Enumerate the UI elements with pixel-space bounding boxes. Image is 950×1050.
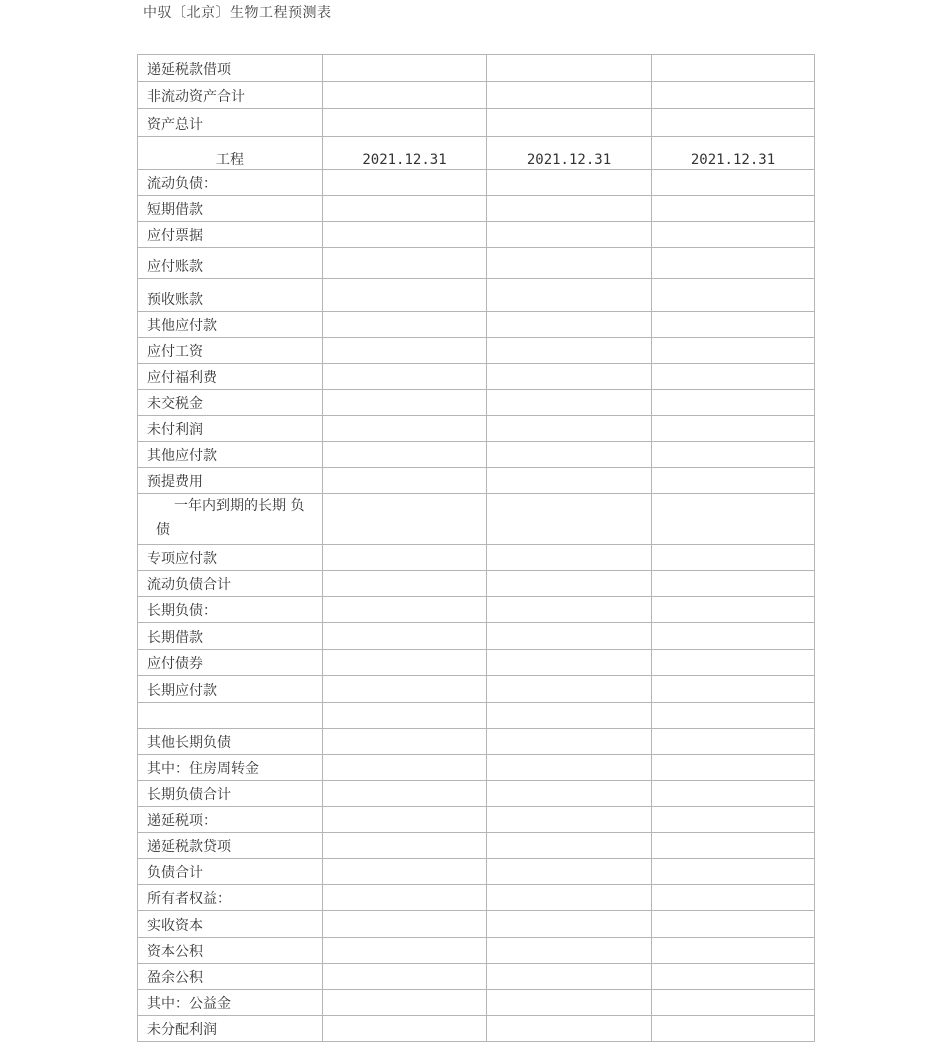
value-cell bbox=[652, 571, 815, 597]
value-cell bbox=[487, 703, 652, 729]
row-label-cell bbox=[138, 196, 323, 222]
table-row bbox=[138, 571, 815, 597]
table-row bbox=[138, 55, 815, 82]
value-cell bbox=[323, 833, 487, 859]
value-cell bbox=[652, 911, 815, 938]
value-cell bbox=[652, 338, 815, 364]
table-row bbox=[138, 390, 815, 416]
row-label: 资产总计 bbox=[147, 117, 203, 133]
row-label-cell bbox=[138, 338, 323, 364]
row-label-cell bbox=[138, 312, 323, 338]
row-label-cell bbox=[138, 755, 323, 781]
row-label-cell bbox=[138, 390, 323, 416]
value-cell bbox=[323, 196, 487, 222]
row-label: 负债合计 bbox=[147, 865, 203, 881]
row-label: 未付利润 bbox=[147, 422, 203, 438]
row-label: 其中：公益金 bbox=[147, 996, 231, 1012]
header-date-1: 2021.12.31 bbox=[323, 137, 487, 170]
value-cell bbox=[487, 545, 652, 571]
row-label: 流动负债合计 bbox=[147, 577, 231, 593]
table-row bbox=[138, 911, 815, 938]
value-cell bbox=[323, 364, 487, 390]
document-title: 中驭〔北京〕生物工程预测表 bbox=[143, 5, 332, 21]
value-cell bbox=[487, 597, 652, 623]
row-label: 资本公积 bbox=[147, 944, 203, 960]
row-label-cell bbox=[138, 781, 323, 807]
row-label-cell bbox=[138, 416, 323, 442]
value-cell bbox=[487, 494, 652, 545]
row-label-cell bbox=[138, 833, 323, 859]
value-cell bbox=[652, 807, 815, 833]
row-label-cell bbox=[138, 650, 323, 676]
value-cell bbox=[323, 545, 487, 571]
value-cell bbox=[487, 755, 652, 781]
row-label: 实收资本 bbox=[147, 918, 203, 934]
row-label-cell bbox=[138, 442, 323, 468]
row-label: 长期借款 bbox=[147, 630, 203, 646]
value-cell bbox=[652, 82, 815, 109]
row-label: 预提费用 bbox=[147, 474, 203, 490]
row-label-cell bbox=[138, 279, 323, 312]
table-row bbox=[138, 1016, 815, 1042]
table-row bbox=[138, 676, 815, 703]
value-cell bbox=[652, 964, 815, 990]
row-label: 专项应付款 bbox=[147, 551, 217, 567]
value-cell bbox=[487, 170, 652, 196]
row-label: 盈余公积 bbox=[147, 970, 203, 986]
value-cell bbox=[487, 938, 652, 964]
row-label: 应付票据 bbox=[147, 228, 203, 244]
value-cell bbox=[487, 222, 652, 248]
value-cell bbox=[487, 364, 652, 390]
table-row bbox=[138, 545, 815, 571]
value-cell bbox=[652, 248, 815, 279]
value-cell bbox=[652, 390, 815, 416]
row-label-cell bbox=[138, 248, 323, 279]
table-row bbox=[138, 938, 815, 964]
row-label-cell bbox=[138, 82, 323, 109]
value-cell bbox=[323, 571, 487, 597]
value-cell bbox=[323, 729, 487, 755]
value-cell bbox=[652, 494, 815, 545]
value-cell bbox=[652, 781, 815, 807]
value-cell bbox=[652, 623, 815, 650]
value-cell bbox=[652, 364, 815, 390]
value-cell bbox=[487, 312, 652, 338]
forecast-table bbox=[137, 54, 815, 1042]
row-label: 其他长期负债 bbox=[147, 735, 231, 751]
value-cell bbox=[323, 676, 487, 703]
value-cell bbox=[652, 222, 815, 248]
table-row bbox=[138, 755, 815, 781]
row-label: 流动负债： bbox=[147, 176, 217, 192]
table-row bbox=[138, 312, 815, 338]
table-row bbox=[138, 650, 815, 676]
value-cell bbox=[323, 416, 487, 442]
value-cell bbox=[652, 109, 815, 137]
row-label-cell bbox=[138, 545, 323, 571]
value-cell bbox=[652, 597, 815, 623]
value-cell bbox=[323, 859, 487, 885]
table-row bbox=[138, 597, 815, 623]
table-row bbox=[138, 781, 815, 807]
value-cell bbox=[652, 755, 815, 781]
value-cell bbox=[323, 911, 487, 938]
value-cell bbox=[487, 650, 652, 676]
row-label: 其他应付款 bbox=[147, 448, 217, 464]
value-cell bbox=[487, 82, 652, 109]
table-header-row bbox=[138, 137, 815, 170]
value-cell bbox=[487, 1016, 652, 1042]
value-cell bbox=[652, 990, 815, 1016]
table-row bbox=[138, 859, 815, 885]
row-label-cell bbox=[138, 468, 323, 494]
table-row bbox=[138, 623, 815, 650]
value-cell bbox=[652, 938, 815, 964]
row-label-cell bbox=[138, 964, 323, 990]
value-cell bbox=[323, 222, 487, 248]
row-label-cell bbox=[138, 885, 323, 911]
header-date-3: 2021.12.31 bbox=[652, 137, 815, 170]
table-row bbox=[138, 196, 815, 222]
value-cell bbox=[323, 807, 487, 833]
row-label: 递延税款贷项 bbox=[147, 839, 231, 855]
value-cell bbox=[487, 571, 652, 597]
row-label-cell bbox=[138, 109, 323, 137]
value-cell bbox=[487, 416, 652, 442]
value-cell bbox=[487, 468, 652, 494]
value-cell bbox=[487, 390, 652, 416]
value-cell bbox=[652, 468, 815, 494]
value-cell bbox=[487, 248, 652, 279]
table-row bbox=[138, 964, 815, 990]
table-row bbox=[138, 170, 815, 196]
value-cell bbox=[652, 196, 815, 222]
table-row bbox=[138, 222, 815, 248]
row-label: 预收账款 bbox=[147, 292, 203, 308]
table-row bbox=[138, 885, 815, 911]
row-label-cell bbox=[138, 1016, 323, 1042]
value-cell bbox=[487, 338, 652, 364]
table-row bbox=[138, 109, 815, 137]
value-cell bbox=[323, 781, 487, 807]
row-label: 递延税项： bbox=[147, 813, 217, 829]
value-cell bbox=[323, 170, 487, 196]
row-label: 长期负债： bbox=[147, 603, 217, 619]
value-cell bbox=[652, 279, 815, 312]
value-cell bbox=[323, 55, 487, 82]
value-cell bbox=[323, 885, 487, 911]
row-label-line2: 债 bbox=[156, 522, 170, 538]
value-cell bbox=[487, 833, 652, 859]
row-label: 非流动资产合计 bbox=[147, 89, 245, 105]
value-cell bbox=[652, 833, 815, 859]
value-cell bbox=[652, 885, 815, 911]
value-cell bbox=[323, 390, 487, 416]
value-cell bbox=[323, 990, 487, 1016]
value-cell bbox=[487, 964, 652, 990]
value-cell bbox=[323, 494, 487, 545]
value-cell bbox=[323, 82, 487, 109]
row-label-line1: 一年内到期的长期 负 bbox=[174, 498, 305, 514]
row-label-cell bbox=[138, 807, 323, 833]
table-row bbox=[138, 364, 815, 390]
value-cell bbox=[652, 859, 815, 885]
table-row bbox=[138, 729, 815, 755]
value-cell bbox=[323, 442, 487, 468]
forecast-table-body bbox=[138, 55, 815, 1042]
value-cell bbox=[323, 623, 487, 650]
value-cell bbox=[652, 1016, 815, 1042]
value-cell bbox=[487, 676, 652, 703]
row-label-cell bbox=[138, 990, 323, 1016]
row-label-cell bbox=[138, 571, 323, 597]
row-label-cell bbox=[138, 938, 323, 964]
table-row bbox=[138, 338, 815, 364]
table-row bbox=[138, 990, 815, 1016]
value-cell bbox=[487, 109, 652, 137]
value-cell bbox=[487, 807, 652, 833]
value-cell bbox=[652, 545, 815, 571]
row-label: 未交税金 bbox=[147, 396, 203, 412]
value-cell bbox=[652, 416, 815, 442]
row-label: 应付福利费 bbox=[147, 370, 217, 386]
header-item-label: 工程 bbox=[138, 137, 323, 170]
row-label-cell bbox=[138, 597, 323, 623]
value-cell bbox=[652, 650, 815, 676]
value-cell bbox=[323, 650, 487, 676]
row-label: 短期借款 bbox=[147, 202, 203, 218]
value-cell bbox=[487, 859, 652, 885]
value-cell bbox=[487, 623, 652, 650]
row-label-cell bbox=[138, 623, 323, 650]
value-cell bbox=[323, 1016, 487, 1042]
value-cell bbox=[323, 703, 487, 729]
row-label-cell bbox=[138, 859, 323, 885]
table-row bbox=[138, 468, 815, 494]
value-cell bbox=[652, 312, 815, 338]
value-cell bbox=[487, 279, 652, 312]
value-cell bbox=[487, 911, 652, 938]
value-cell bbox=[487, 442, 652, 468]
value-cell bbox=[323, 248, 487, 279]
row-label: 应付债券 bbox=[147, 656, 203, 672]
table-row bbox=[138, 248, 815, 279]
value-cell bbox=[652, 729, 815, 755]
table-row bbox=[138, 494, 815, 545]
row-label: 应付账款 bbox=[147, 259, 203, 275]
row-label-cell bbox=[138, 170, 323, 196]
value-cell bbox=[652, 55, 815, 82]
value-cell bbox=[323, 312, 487, 338]
row-label-cell bbox=[138, 676, 323, 703]
table-row bbox=[138, 442, 815, 468]
table-row bbox=[138, 82, 815, 109]
row-label-cell bbox=[138, 729, 323, 755]
table-row bbox=[138, 833, 815, 859]
value-cell bbox=[652, 676, 815, 703]
table-row bbox=[138, 279, 815, 312]
row-label-cell bbox=[138, 703, 323, 729]
value-cell bbox=[323, 755, 487, 781]
row-label-cell bbox=[138, 222, 323, 248]
table-row bbox=[138, 416, 815, 442]
value-cell bbox=[652, 170, 815, 196]
value-cell bbox=[487, 196, 652, 222]
table-row bbox=[138, 807, 815, 833]
row-label-cell bbox=[138, 55, 323, 82]
value-cell bbox=[652, 442, 815, 468]
value-cell bbox=[487, 885, 652, 911]
row-label: 应付工资 bbox=[147, 344, 203, 360]
value-cell bbox=[487, 729, 652, 755]
value-cell bbox=[323, 338, 487, 364]
row-label: 长期负债合计 bbox=[147, 787, 231, 803]
value-cell bbox=[323, 468, 487, 494]
value-cell bbox=[652, 703, 815, 729]
row-label-cell bbox=[138, 494, 323, 545]
row-label: 递延税款借项 bbox=[147, 62, 231, 78]
value-cell bbox=[323, 109, 487, 137]
row-label-cell bbox=[138, 911, 323, 938]
row-label: 所有者权益： bbox=[147, 891, 231, 907]
row-label: 其中：住房周转金 bbox=[147, 761, 259, 777]
value-cell bbox=[487, 781, 652, 807]
row-label: 其他应付款 bbox=[147, 318, 217, 334]
value-cell bbox=[323, 964, 487, 990]
value-cell bbox=[323, 597, 487, 623]
value-cell bbox=[487, 990, 652, 1016]
header-date-2: 2021.12.31 bbox=[487, 137, 652, 170]
row-label: 长期应付款 bbox=[147, 683, 217, 699]
row-label-cell bbox=[138, 364, 323, 390]
table-row bbox=[138, 703, 815, 729]
value-cell bbox=[487, 55, 652, 82]
value-cell bbox=[323, 938, 487, 964]
value-cell bbox=[323, 279, 487, 312]
row-label: 未分配利润 bbox=[147, 1022, 217, 1038]
